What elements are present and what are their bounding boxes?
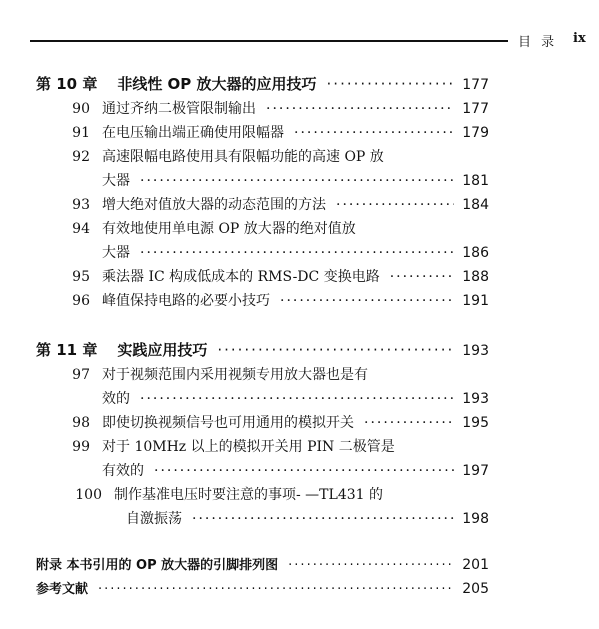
- chapter-title: 实践应用技巧: [117, 341, 208, 359]
- toc-entry-98[interactable]: [60, 414, 489, 432]
- entry-number: 93: [72, 197, 90, 213]
- entry-title-continuation: 效的: [102, 391, 130, 407]
- toc-entry-99-continuation[interactable]: [102, 462, 489, 480]
- entry-title-continuation: 大器: [102, 173, 130, 189]
- entry-title: 对于视频范围内采用视频专用放大器也是有: [102, 367, 368, 383]
- leader-dots: [98, 581, 454, 599]
- leader-dots: [390, 268, 455, 286]
- page-number: 184: [462, 197, 489, 213]
- toc-entry-96[interactable]: [60, 292, 489, 310]
- page-number: 198: [462, 511, 489, 527]
- leader-dots: [288, 557, 454, 575]
- entry-number: 91: [72, 125, 90, 141]
- toc-entry-92[interactable]: [60, 148, 489, 166]
- leader-dots: [140, 390, 454, 408]
- toc-entry-92-continuation[interactable]: [102, 172, 489, 190]
- leader-dots: [280, 292, 454, 310]
- entry-title: 高速限幅电路使用具有限幅功能的高速 OP 放: [102, 149, 384, 165]
- header-section-label: 目 录: [518, 35, 558, 50]
- entry-title: 乘法器 IC 构成低成本的 RMS-DC 变换电路: [102, 269, 380, 285]
- entry-title: 在电压输出端正确使用限幅器: [102, 125, 284, 141]
- entry-number: 94: [72, 221, 90, 237]
- toc-entry-99[interactable]: [60, 438, 489, 456]
- leader-dots: [140, 244, 454, 262]
- page-number: 177: [462, 77, 489, 93]
- toc-entry-97[interactable]: [60, 366, 489, 384]
- leader-dots: [327, 75, 455, 93]
- toc-references[interactable]: [36, 580, 489, 599]
- toc-entry-91[interactable]: [60, 124, 489, 142]
- leader-dots: [192, 510, 454, 528]
- entry-title: 通过齐纳二极管限制输出: [102, 101, 256, 117]
- entry-number: 90: [72, 101, 90, 117]
- entry-title: 有效地使用单电源 OP 放大器的绝对值放: [102, 221, 356, 237]
- toc-entry-97-continuation[interactable]: [102, 390, 489, 408]
- entry-title-continuation: 有效的: [102, 463, 144, 479]
- entry-title: 即使切换视频信号也可用通用的模拟开关: [102, 415, 354, 431]
- entry-title: 对于 10MHz 以上的模拟开关用 PIN 二极管是: [102, 439, 395, 455]
- page-number: 195: [462, 415, 489, 431]
- toc-entry-93[interactable]: [60, 196, 489, 214]
- leader-dots: [294, 124, 454, 142]
- chapter-label: 第 11 章: [36, 341, 98, 359]
- leader-dots: [266, 100, 454, 118]
- toc-entry-100-continuation[interactable]: [126, 510, 489, 528]
- page-number: 179: [462, 125, 489, 141]
- entry-number: 96: [72, 293, 90, 309]
- entry-title-continuation: 自激振荡: [126, 511, 182, 527]
- toc-appendix[interactable]: [36, 556, 489, 575]
- page-number: 181: [462, 173, 489, 189]
- leader-dots: [140, 172, 454, 190]
- toc-entry-100[interactable]: [72, 486, 489, 504]
- appendix-title: 附录 本书引用的 OP 放大器的引脚排列图: [36, 558, 279, 573]
- chapter-label: 第 10 章: [36, 75, 98, 93]
- entry-title-continuation: 大器: [102, 245, 130, 261]
- entry-number: 100: [75, 487, 102, 503]
- page-number: 201: [462, 557, 489, 573]
- page-number: 177: [462, 101, 489, 117]
- toc-entry-95[interactable]: [60, 268, 489, 286]
- page-number: 197: [462, 463, 489, 479]
- entry-number: 99: [72, 439, 90, 455]
- leader-dots: [154, 462, 454, 480]
- leader-dots: [217, 341, 454, 359]
- leader-dots: [364, 414, 454, 432]
- entry-title: 制作基准电压时要注意的事项- —TL431 的: [114, 487, 383, 503]
- page-number: 193: [462, 343, 489, 359]
- toc-chapter-11[interactable]: [36, 341, 489, 360]
- header-page-number: ix: [573, 31, 586, 46]
- entry-number: 98: [72, 415, 90, 431]
- page-number: 205: [462, 581, 489, 597]
- entry-title: 增大绝对值放大器的动态范围的方法: [102, 197, 326, 213]
- entry-number: 95: [72, 269, 90, 285]
- toc-entry-94-continuation[interactable]: [102, 244, 489, 262]
- chapter-title: 非线性 OP 放大器的应用技巧: [117, 75, 317, 93]
- entry-number: 97: [72, 367, 90, 383]
- toc-chapter-10[interactable]: [36, 75, 489, 94]
- page-number: 186: [462, 245, 489, 261]
- leader-dots: [336, 196, 454, 214]
- page-number: 193: [462, 391, 489, 407]
- references-title: 参考文献: [36, 582, 89, 597]
- entry-number: 92: [72, 149, 90, 165]
- page-number: 188: [462, 269, 489, 285]
- toc-entry-94[interactable]: [60, 220, 489, 238]
- toc-entry-90[interactable]: [60, 100, 489, 118]
- entry-title: 峰值保持电路的必要小技巧: [102, 293, 270, 309]
- page-number: 191: [462, 293, 489, 309]
